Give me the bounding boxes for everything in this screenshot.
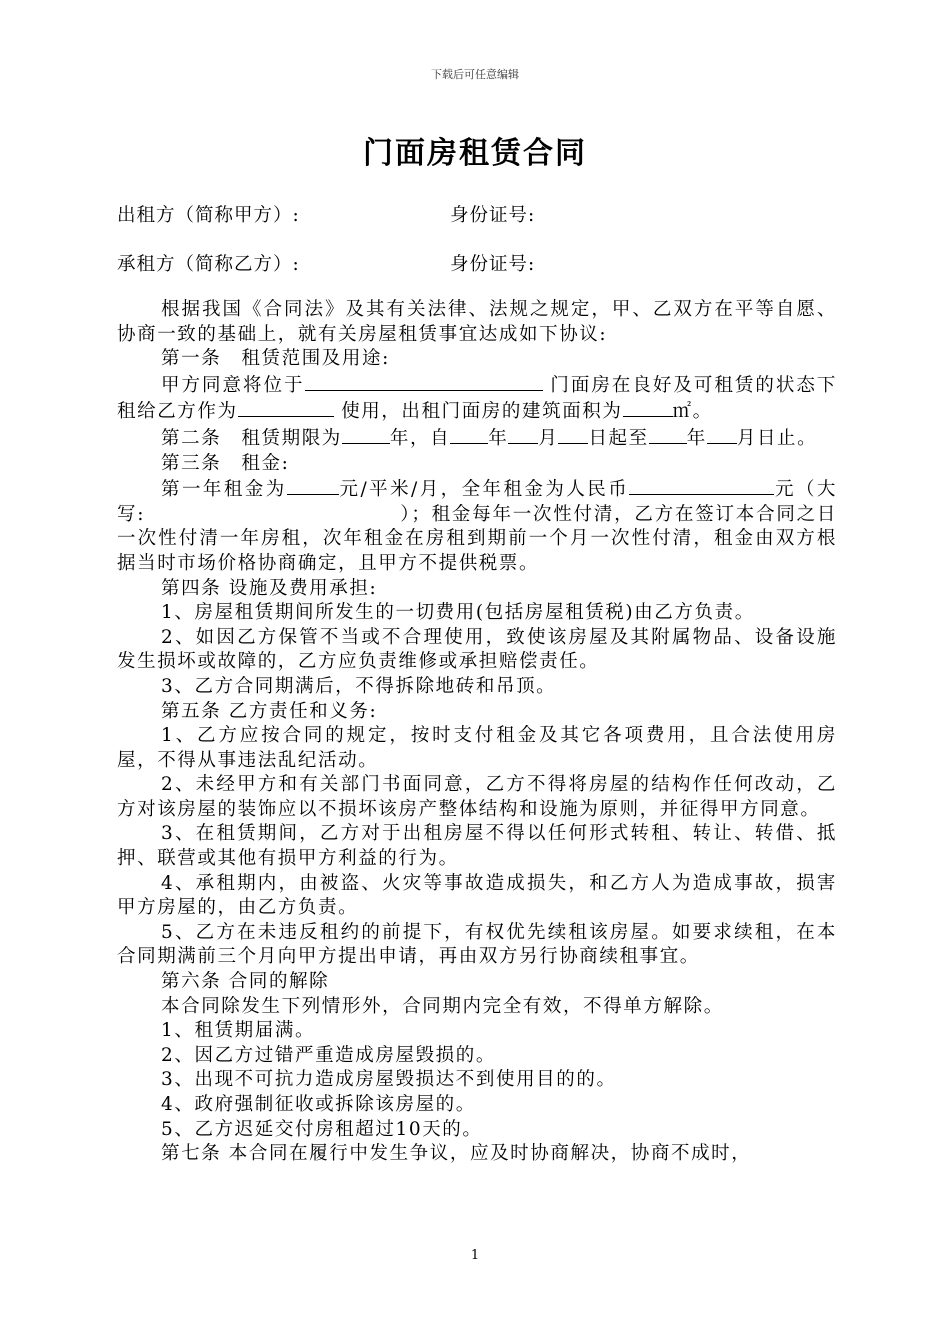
article-6-intro: 本合同除发生下列情形外，合同期内完全有效，不得单方解除。 [161,995,724,1017]
article-1-heading: 第一条 租赁范围及用途: [161,348,390,370]
document-title: 门面房租赁合同 [363,136,587,171]
contract-body [117,298,837,1167]
location-blank [305,372,543,391]
article-4-item: 2、如因乙方保管不当或不合理使用，致使该房屋及其附属物品、设备设施发生损坏或故障的，乙方应负责维修或承担赔偿责任。 [117,626,837,673]
article-3-heading: 第三条 租金: [161,452,290,474]
end-month-blank [707,425,737,444]
preamble: 根据我国《合同法》及其有关法律、法规之规定，甲、乙双方在平等自愿、协商一致的基础上，就有关房屋租赁事宜达成如下协议: [117,299,837,345]
lessor-line [117,201,837,227]
start-month-blank [508,425,538,444]
article-5-item: 5、乙方在未违反租约的前提下，有权优先续租该房屋。如要求续租，在本合同期满前三个月向甲方提出申请，再由双方另行协商续租事宜。 [117,921,837,968]
area-blank [623,398,673,417]
lessee-id-label: 身份证号: [450,254,536,275]
article-3-text: 第一年租金为 元/平米/月，全年租金为人民币 元（大写: ）；租金每年一次性付清，乙方在签订本合同之日一次性付清一年房租，次年租金在房租到期前一个月一次性付清，租金由双方根据当时市场价格协商确定，且甲方不提供税票。 [117,476,837,576]
article-4-item: 1、房屋租赁期间所发生的一切费用(包括房屋租赁税)由乙方负责。 [161,602,755,624]
article-4-heading: 第四条 设施及费用承担: [161,577,378,599]
article-5-item: 2、未经甲方和有关部门书面同意，乙方不得将房屋的结构作任何改动，乙方对该房屋的装饰应以不损坏该房产整体结构和设施为原则，并征得甲方同意。 [117,774,837,820]
article-6-item: 5、乙方迟延交付房租超过10天的。 [161,1118,483,1140]
article-5-item: 1、乙方应按合同的规定，按时支付租金及其它各项费用，且合法使用房屋，不得从事违法乱纪活动。 [117,725,837,771]
page-number: 1 [470,1248,480,1263]
article-5-item: 3、在租赁期间，乙方对于出租房屋不得以任何形式转租、转让、转借、抵押、联营或其他有损甲方利益的行为。 [117,823,837,870]
end-year-blank [649,425,687,444]
article-6-item: 3、出现不可抗力造成房屋毁损达不到使用目的的。 [161,1069,617,1091]
article-5-heading: 第五条 乙方责任和义务: [161,700,378,722]
unit-rent-blank [287,476,339,495]
article-6-heading: 第六条 合同的解除 [161,971,330,993]
lessee-label: 承租方（简称乙方）: [117,254,300,275]
article-6-item: 1、租赁期届满。 [161,1020,316,1042]
lessor-id-label: 身份证号: [450,205,536,226]
start-year-blank [450,425,488,444]
article-6-item: 2、因乙方过错严重造成房屋毁损的。 [161,1044,496,1066]
article-5-item: 4、承租期内，由被盗、火灾等事故造成损失，和乙方人为造成事故，损害甲方房屋的，由乙方负责。 [117,872,837,919]
annual-rent-blank [629,476,774,495]
start-day-blank [558,425,588,444]
article-7-text: 第七条 本合同在履行中发生争议，应及时协商解决，协商不成时， [161,1143,752,1165]
lessor-label: 出租方（简称甲方）: [117,205,300,226]
article-4-item: 3、乙方合同期满后，不得拆除地砖和吊顶。 [161,675,557,697]
article-2-text: 第二条 租赁期限为 年，自 年 月 日起至 年 月日止。 [117,425,837,452]
page-header: 下载后可任意编辑 [431,68,519,81]
article-6-item: 4、政府强制征收或拆除该房屋的。 [161,1094,476,1115]
article-1-text: 甲方同意将位于 门面房在良好及可租赁的状态下租给乙方作为 使用，出租门面房的建筑面积为 ㎡。 [117,372,837,425]
years-blank [342,425,390,444]
purpose-blank [238,398,334,417]
lessee-line [117,250,837,276]
